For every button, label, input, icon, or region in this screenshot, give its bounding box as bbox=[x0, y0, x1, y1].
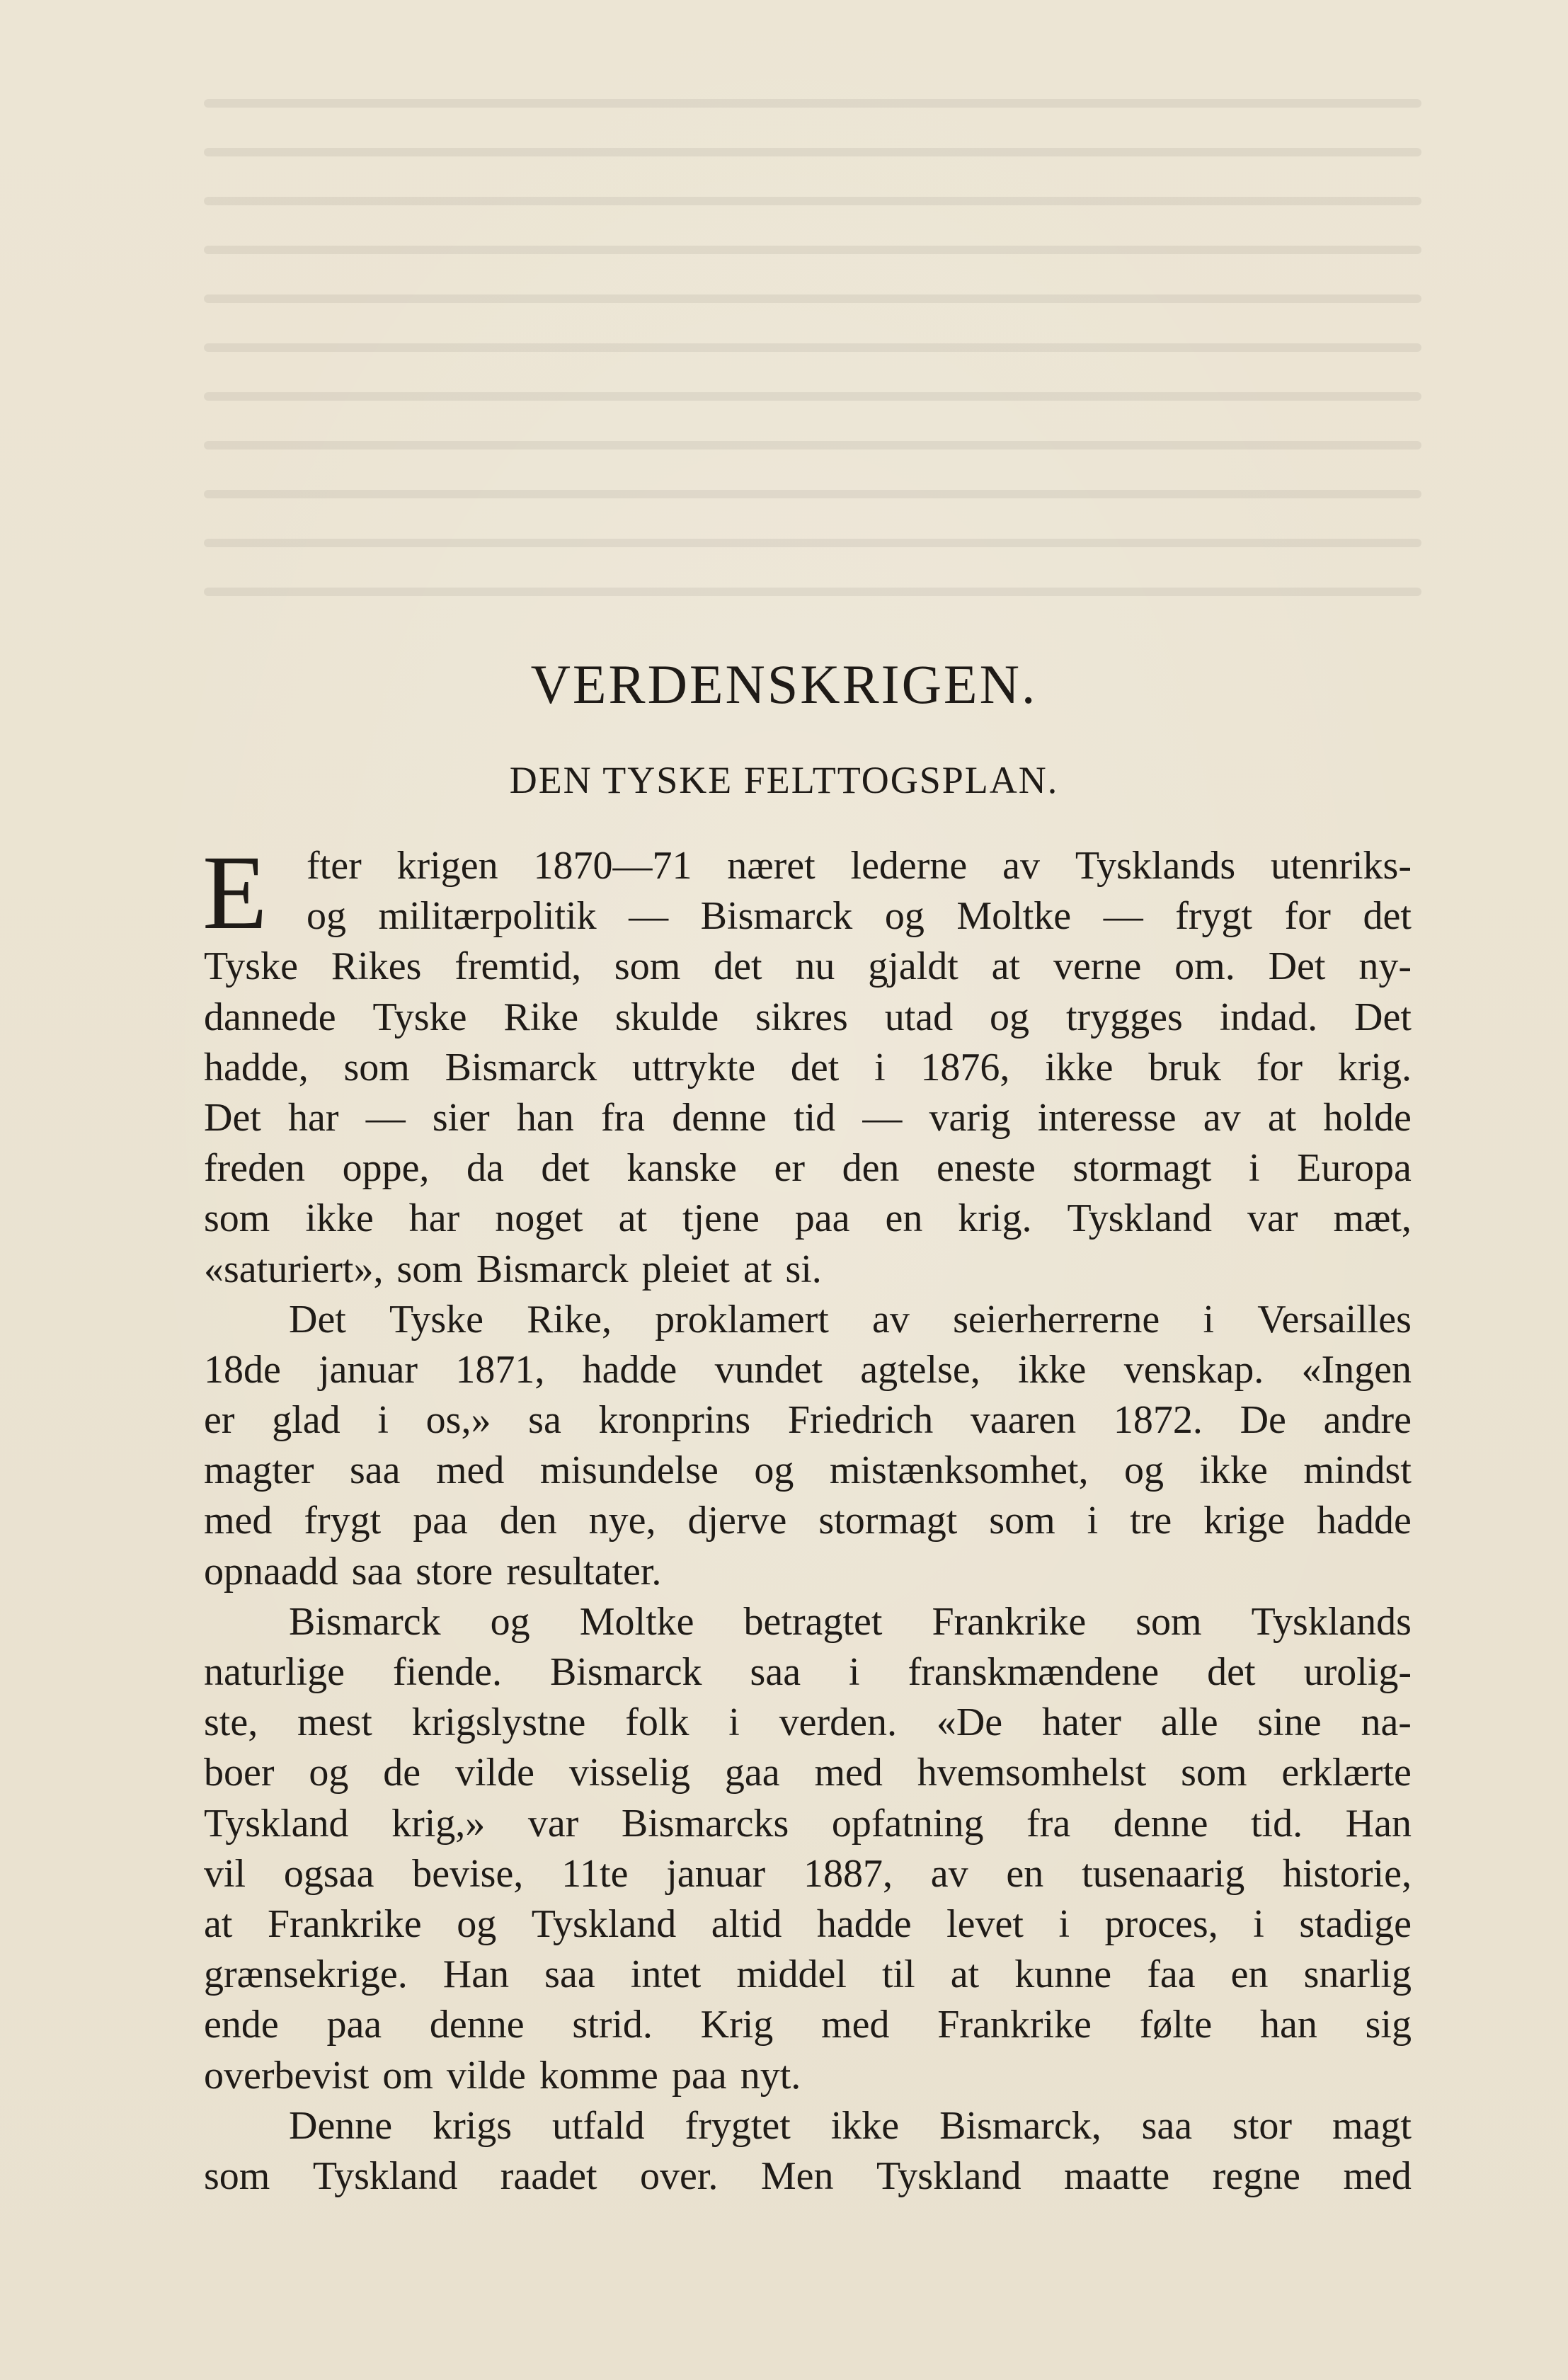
word: og bbox=[457, 1901, 497, 1946]
word: Tyskland bbox=[204, 1801, 349, 1846]
text-line bbox=[204, 1597, 1412, 1647]
word: verden. bbox=[779, 1700, 898, 1745]
word: de bbox=[383, 1751, 421, 1795]
chapter-title: VERDENSKRIGEN. bbox=[530, 653, 1038, 715]
word: si. bbox=[785, 1247, 822, 1291]
word: uttrykte bbox=[631, 1045, 756, 1089]
word: maatte bbox=[1063, 2153, 1170, 2198]
word: vilde bbox=[446, 2053, 526, 2098]
word: i bbox=[849, 1650, 860, 1694]
word: snarlig bbox=[1303, 1952, 1412, 1997]
word: at bbox=[1267, 1095, 1297, 1140]
text-line bbox=[204, 1194, 1412, 1244]
word: Bismarck, bbox=[939, 2103, 1101, 2148]
word: bevise, bbox=[412, 1851, 524, 1896]
word: Frankrike bbox=[267, 1901, 422, 1946]
word: da bbox=[467, 1146, 504, 1191]
word: ny- bbox=[1358, 944, 1412, 989]
word: mindst bbox=[1303, 1448, 1412, 1493]
text-line bbox=[204, 942, 1412, 992]
word: pleiet bbox=[641, 1247, 730, 1291]
word: tjene bbox=[682, 1196, 760, 1241]
word: vilde bbox=[455, 1751, 534, 1795]
word: var bbox=[527, 1801, 579, 1846]
word: gjaldt bbox=[868, 944, 958, 989]
word: hadde bbox=[582, 1347, 677, 1392]
word: som bbox=[204, 2153, 270, 2198]
word: om. bbox=[1174, 944, 1235, 989]
word: — bbox=[1103, 894, 1143, 939]
word: og bbox=[307, 894, 346, 939]
text-line bbox=[204, 1496, 1412, 1546]
word: lederne bbox=[850, 844, 968, 888]
word: mistænksomhet, bbox=[829, 1448, 1089, 1493]
word: Rikes bbox=[331, 944, 422, 989]
word: denne bbox=[1113, 1801, 1208, 1846]
word: han bbox=[516, 1095, 574, 1140]
word: Friedrich bbox=[787, 1398, 934, 1443]
word: mest bbox=[297, 1700, 372, 1745]
word: næret bbox=[727, 844, 816, 888]
word: vundet bbox=[714, 1347, 823, 1392]
word: følte bbox=[1139, 2003, 1213, 2047]
word: med bbox=[436, 1448, 505, 1493]
text-line bbox=[204, 1748, 1412, 1798]
word: av bbox=[930, 1851, 968, 1896]
word: Tyskland bbox=[531, 1901, 677, 1946]
word: altid bbox=[711, 1901, 782, 1946]
word: hadde, bbox=[204, 1045, 309, 1089]
word: urolig- bbox=[1303, 1650, 1412, 1694]
word: boer bbox=[204, 1751, 275, 1795]
word: har bbox=[408, 1196, 460, 1241]
word: middel bbox=[736, 1952, 847, 1997]
text-block bbox=[202, 834, 1412, 2202]
word: verne bbox=[1053, 944, 1142, 989]
word: overbevist bbox=[204, 2053, 370, 2098]
word: Europa bbox=[1297, 1146, 1412, 1191]
word: djerve bbox=[687, 1499, 787, 1543]
word: — bbox=[862, 1095, 903, 1140]
word: fra bbox=[600, 1095, 646, 1140]
word: hadde bbox=[1317, 1499, 1412, 1543]
text-line bbox=[204, 992, 1412, 1043]
word: magter bbox=[204, 1448, 314, 1493]
word: en bbox=[885, 1196, 923, 1241]
word: tid. bbox=[1251, 1801, 1303, 1846]
word: Rike bbox=[503, 995, 579, 1039]
text-line bbox=[204, 1799, 1412, 1849]
word: i bbox=[728, 1700, 740, 1745]
word: over. bbox=[640, 2153, 719, 2198]
word: interesse bbox=[1037, 1095, 1177, 1140]
word: som bbox=[204, 1196, 270, 1241]
word: Tyske bbox=[389, 1297, 483, 1341]
text-line bbox=[204, 2000, 1412, 2050]
word: Moltke bbox=[956, 894, 1072, 939]
word: De bbox=[1240, 1398, 1286, 1443]
word: Versailles bbox=[1257, 1297, 1412, 1341]
word: ikke bbox=[1199, 1448, 1268, 1493]
word: og bbox=[884, 894, 925, 939]
word: en bbox=[1006, 1851, 1044, 1896]
word: som bbox=[1181, 1751, 1247, 1795]
word: kronprins bbox=[598, 1398, 751, 1443]
word: Bismarck bbox=[289, 1599, 441, 1644]
word: Tyske bbox=[204, 944, 298, 989]
word: oppe, bbox=[342, 1146, 430, 1191]
word: Det bbox=[204, 1095, 261, 1140]
word: krigs bbox=[433, 2103, 513, 2148]
word: raadet bbox=[500, 2153, 597, 2198]
word: eneste bbox=[936, 1146, 1036, 1191]
word: nye, bbox=[588, 1499, 656, 1543]
word: av bbox=[1002, 844, 1040, 888]
word: januar bbox=[666, 1851, 766, 1896]
word: ogsaa bbox=[283, 1851, 374, 1896]
word: Denne bbox=[289, 2103, 393, 2148]
word: «saturiert», bbox=[204, 1247, 384, 1291]
word: i bbox=[1087, 1499, 1099, 1543]
word: er bbox=[774, 1146, 805, 1191]
word: saa bbox=[351, 1549, 403, 1594]
section-title: DEN TYSKE FELTTOGSPLAN. bbox=[509, 759, 1059, 801]
word: sikres bbox=[755, 995, 848, 1039]
word: skulde bbox=[615, 995, 719, 1039]
word: nu bbox=[795, 944, 835, 989]
word: sig bbox=[1365, 2003, 1412, 2047]
word: seierherrerne bbox=[953, 1297, 1160, 1341]
word: andre bbox=[1323, 1398, 1412, 1443]
word: utfald bbox=[552, 2103, 645, 2148]
word: paa bbox=[413, 1499, 468, 1543]
word: og bbox=[1124, 1448, 1164, 1493]
word: bruk bbox=[1148, 1045, 1221, 1089]
word: det bbox=[714, 944, 762, 989]
word: historie, bbox=[1282, 1851, 1412, 1896]
show-through-text bbox=[204, 99, 1421, 637]
word: utenriks- bbox=[1270, 844, 1412, 888]
word: militærpolitik bbox=[378, 894, 597, 939]
word: sier bbox=[432, 1095, 490, 1140]
word: vil bbox=[204, 1851, 246, 1896]
word: og bbox=[990, 995, 1030, 1039]
word: det bbox=[541, 1146, 590, 1191]
word: til bbox=[881, 1952, 915, 1997]
word: ste, bbox=[204, 1700, 258, 1745]
word: misundelse bbox=[539, 1448, 719, 1493]
word: 1870—71 bbox=[533, 844, 692, 888]
word: saa bbox=[1141, 2103, 1193, 2148]
word: er bbox=[204, 1398, 235, 1443]
word: franskmændene bbox=[908, 1650, 1160, 1694]
word: fremtid, bbox=[454, 944, 582, 989]
word: Tyskland bbox=[1067, 1196, 1212, 1241]
word: med bbox=[204, 1499, 273, 1543]
word: Bismarck bbox=[476, 1247, 629, 1291]
word: en bbox=[1230, 1952, 1269, 1997]
word: frygtet bbox=[685, 2103, 791, 2148]
word: holde bbox=[1323, 1095, 1412, 1140]
word: og bbox=[754, 1448, 794, 1493]
text-line bbox=[204, 2151, 1412, 2202]
word: hater bbox=[1041, 1700, 1121, 1745]
word: hadde bbox=[816, 1901, 912, 1946]
word: alle bbox=[1160, 1700, 1218, 1745]
text-line bbox=[204, 1345, 1412, 1395]
body-text bbox=[202, 834, 1412, 2202]
text-line bbox=[204, 1698, 1412, 1748]
text-line bbox=[204, 891, 1412, 942]
word: Bismarcks bbox=[621, 1801, 789, 1846]
text-line bbox=[204, 1446, 1412, 1496]
word: regne bbox=[1212, 2153, 1301, 2198]
word: som bbox=[396, 1247, 463, 1291]
word: for bbox=[1256, 1045, 1303, 1089]
word: Det bbox=[1268, 944, 1326, 989]
word: fter bbox=[307, 844, 362, 888]
word: na- bbox=[1361, 1700, 1412, 1745]
word: store bbox=[416, 1549, 493, 1594]
word: komme bbox=[539, 2053, 658, 2098]
word: agtelse, bbox=[860, 1347, 980, 1392]
word: faa bbox=[1147, 1952, 1196, 1997]
word: grænsekrige. bbox=[204, 1952, 408, 1997]
paragraph-lines bbox=[202, 834, 1412, 2202]
word: Han bbox=[1345, 1801, 1412, 1846]
word: paa bbox=[794, 1196, 850, 1241]
word: Tysklands bbox=[1075, 844, 1236, 888]
word: Bismarck bbox=[445, 1045, 597, 1089]
word: av bbox=[1203, 1095, 1241, 1140]
word: stormagt bbox=[1072, 1146, 1212, 1191]
text-line bbox=[204, 1295, 1412, 1345]
text-line bbox=[204, 2101, 1412, 2151]
word: paa bbox=[326, 2003, 382, 2047]
word: at bbox=[618, 1196, 648, 1241]
text-line bbox=[204, 1899, 1412, 1950]
word: sine bbox=[1257, 1700, 1322, 1745]
word: i bbox=[874, 1045, 886, 1089]
word: Frankrike bbox=[932, 1599, 1087, 1644]
word: Tyskland bbox=[312, 2153, 458, 2198]
word: 1887, bbox=[803, 1851, 893, 1896]
word: glad bbox=[272, 1398, 341, 1443]
word: utad bbox=[884, 995, 954, 1039]
word: magt bbox=[1332, 2103, 1412, 2148]
word: proces, bbox=[1104, 1901, 1218, 1946]
word: som bbox=[614, 944, 681, 989]
text-line bbox=[204, 841, 1412, 891]
word: Det bbox=[289, 1297, 346, 1341]
word: Tysklands bbox=[1251, 1599, 1412, 1644]
word: Tyske bbox=[372, 995, 467, 1039]
word: ikke bbox=[305, 1196, 374, 1241]
word: indad. bbox=[1219, 995, 1318, 1039]
word: som bbox=[343, 1045, 410, 1089]
word: — bbox=[365, 1095, 406, 1140]
word: krige bbox=[1203, 1499, 1286, 1543]
word: stormagt bbox=[818, 1499, 958, 1543]
word: noget bbox=[495, 1196, 583, 1241]
drop-cap: E bbox=[202, 834, 268, 951]
word: hvemsomhelst bbox=[917, 1751, 1147, 1795]
word: trygges bbox=[1065, 995, 1183, 1039]
word: det bbox=[1207, 1650, 1256, 1694]
word: intet bbox=[630, 1952, 702, 1997]
word: saa bbox=[544, 1952, 595, 1997]
word: Tyskland bbox=[876, 2153, 1022, 2198]
word: som bbox=[1135, 1599, 1202, 1644]
word: i bbox=[1058, 1901, 1070, 1946]
word: i bbox=[1249, 1146, 1260, 1191]
word: erklærte bbox=[1281, 1751, 1412, 1795]
word: nyt. bbox=[740, 2053, 801, 2098]
word: stor bbox=[1232, 2103, 1293, 2148]
word: visselig bbox=[568, 1751, 690, 1795]
word: freden bbox=[204, 1146, 306, 1191]
text-line bbox=[204, 1043, 1412, 1093]
word: tre bbox=[1130, 1499, 1172, 1543]
word: betragtet bbox=[743, 1599, 883, 1644]
word: det bbox=[790, 1045, 840, 1089]
word: fiende. bbox=[393, 1650, 502, 1694]
word: — bbox=[629, 894, 669, 939]
word: Han bbox=[442, 1952, 510, 1997]
word: krig. bbox=[958, 1196, 1032, 1241]
word: 1876, bbox=[920, 1045, 1010, 1089]
word: kanske bbox=[626, 1146, 737, 1191]
word: kunne bbox=[1014, 1952, 1112, 1997]
text-line bbox=[204, 1093, 1412, 1143]
text-line bbox=[204, 1245, 1412, 1295]
word: denne bbox=[672, 1095, 767, 1140]
word: saa bbox=[349, 1448, 401, 1493]
word: denne bbox=[429, 2003, 525, 2047]
word: med bbox=[814, 1751, 883, 1795]
word: tid bbox=[794, 1095, 836, 1140]
word: proklamert bbox=[655, 1297, 829, 1341]
word: venskap. bbox=[1123, 1347, 1264, 1392]
word: ikke bbox=[1045, 1045, 1114, 1089]
text-line bbox=[204, 1647, 1412, 1698]
word: 11te bbox=[561, 1851, 629, 1896]
word: naturlige bbox=[204, 1650, 345, 1694]
word: med bbox=[821, 2003, 890, 2047]
word: frygt bbox=[1175, 894, 1253, 939]
word: saa bbox=[750, 1650, 801, 1694]
word: om bbox=[382, 2053, 433, 2098]
word: levet bbox=[946, 1901, 1024, 1946]
text-line bbox=[204, 1547, 1412, 1597]
word: strid. bbox=[572, 2003, 653, 2047]
word: os,» bbox=[425, 1398, 491, 1443]
word: Rike, bbox=[527, 1297, 612, 1341]
word: han bbox=[1260, 2003, 1317, 2047]
word: Frankrike bbox=[937, 2003, 1092, 2047]
word: «Ingen bbox=[1301, 1347, 1412, 1392]
word: Det bbox=[1354, 995, 1412, 1039]
word: ende bbox=[204, 2003, 279, 2047]
word: som bbox=[989, 1499, 1055, 1543]
word: Moltke bbox=[579, 1599, 694, 1644]
word: den bbox=[842, 1146, 900, 1191]
word: januar bbox=[319, 1347, 418, 1392]
word: fra bbox=[1026, 1801, 1071, 1846]
word: ikke bbox=[830, 2103, 900, 2148]
word: krig,» bbox=[391, 1801, 486, 1846]
word: 1871, bbox=[455, 1347, 545, 1392]
word: Men bbox=[760, 2153, 834, 2198]
word: Bismarck bbox=[700, 894, 853, 939]
word: tusenaarig bbox=[1082, 1851, 1245, 1896]
word: den bbox=[499, 1499, 557, 1543]
word: «De bbox=[936, 1700, 1003, 1745]
word: sa bbox=[528, 1398, 561, 1443]
word: i bbox=[1253, 1901, 1264, 1946]
word: at bbox=[204, 1901, 233, 1946]
word: det bbox=[1363, 894, 1412, 939]
word: frygt bbox=[304, 1499, 382, 1543]
word: stadige bbox=[1299, 1901, 1412, 1946]
word: Bismarck bbox=[549, 1650, 702, 1694]
word: krigen bbox=[396, 844, 498, 888]
word: og bbox=[490, 1599, 530, 1644]
word: 18de bbox=[204, 1347, 281, 1392]
word: i bbox=[377, 1398, 389, 1443]
word: av bbox=[872, 1297, 910, 1341]
word: at bbox=[950, 1952, 980, 1997]
word: var bbox=[1247, 1196, 1298, 1241]
text-line bbox=[204, 1950, 1412, 2000]
word: og bbox=[309, 1751, 349, 1795]
word: med bbox=[1343, 2153, 1412, 2198]
word: for bbox=[1284, 894, 1331, 939]
word: krig. bbox=[1337, 1045, 1412, 1089]
word: mæt, bbox=[1333, 1196, 1412, 1241]
word: i bbox=[1203, 1297, 1215, 1341]
word: ikke bbox=[1018, 1347, 1087, 1392]
word: gaa bbox=[724, 1751, 780, 1795]
word: paa bbox=[671, 2053, 727, 2098]
word: krigslystne bbox=[411, 1700, 586, 1745]
word: opfatning bbox=[831, 1801, 984, 1846]
word: dannede bbox=[204, 995, 336, 1039]
word: Krig bbox=[700, 2003, 774, 2047]
word: opnaadd bbox=[204, 1549, 338, 1594]
word: resultater. bbox=[506, 1549, 662, 1594]
text-line bbox=[204, 1849, 1412, 1899]
word: at bbox=[743, 1247, 772, 1291]
word: 1872. bbox=[1113, 1398, 1203, 1443]
word: at bbox=[991, 944, 1021, 989]
word: vaaren bbox=[970, 1398, 1077, 1443]
word: varig bbox=[929, 1095, 1011, 1140]
word: folk bbox=[625, 1700, 689, 1745]
text-line bbox=[204, 1143, 1412, 1194]
word: har bbox=[288, 1095, 339, 1140]
text-line bbox=[204, 2051, 1412, 2101]
text-line bbox=[204, 1395, 1412, 1446]
